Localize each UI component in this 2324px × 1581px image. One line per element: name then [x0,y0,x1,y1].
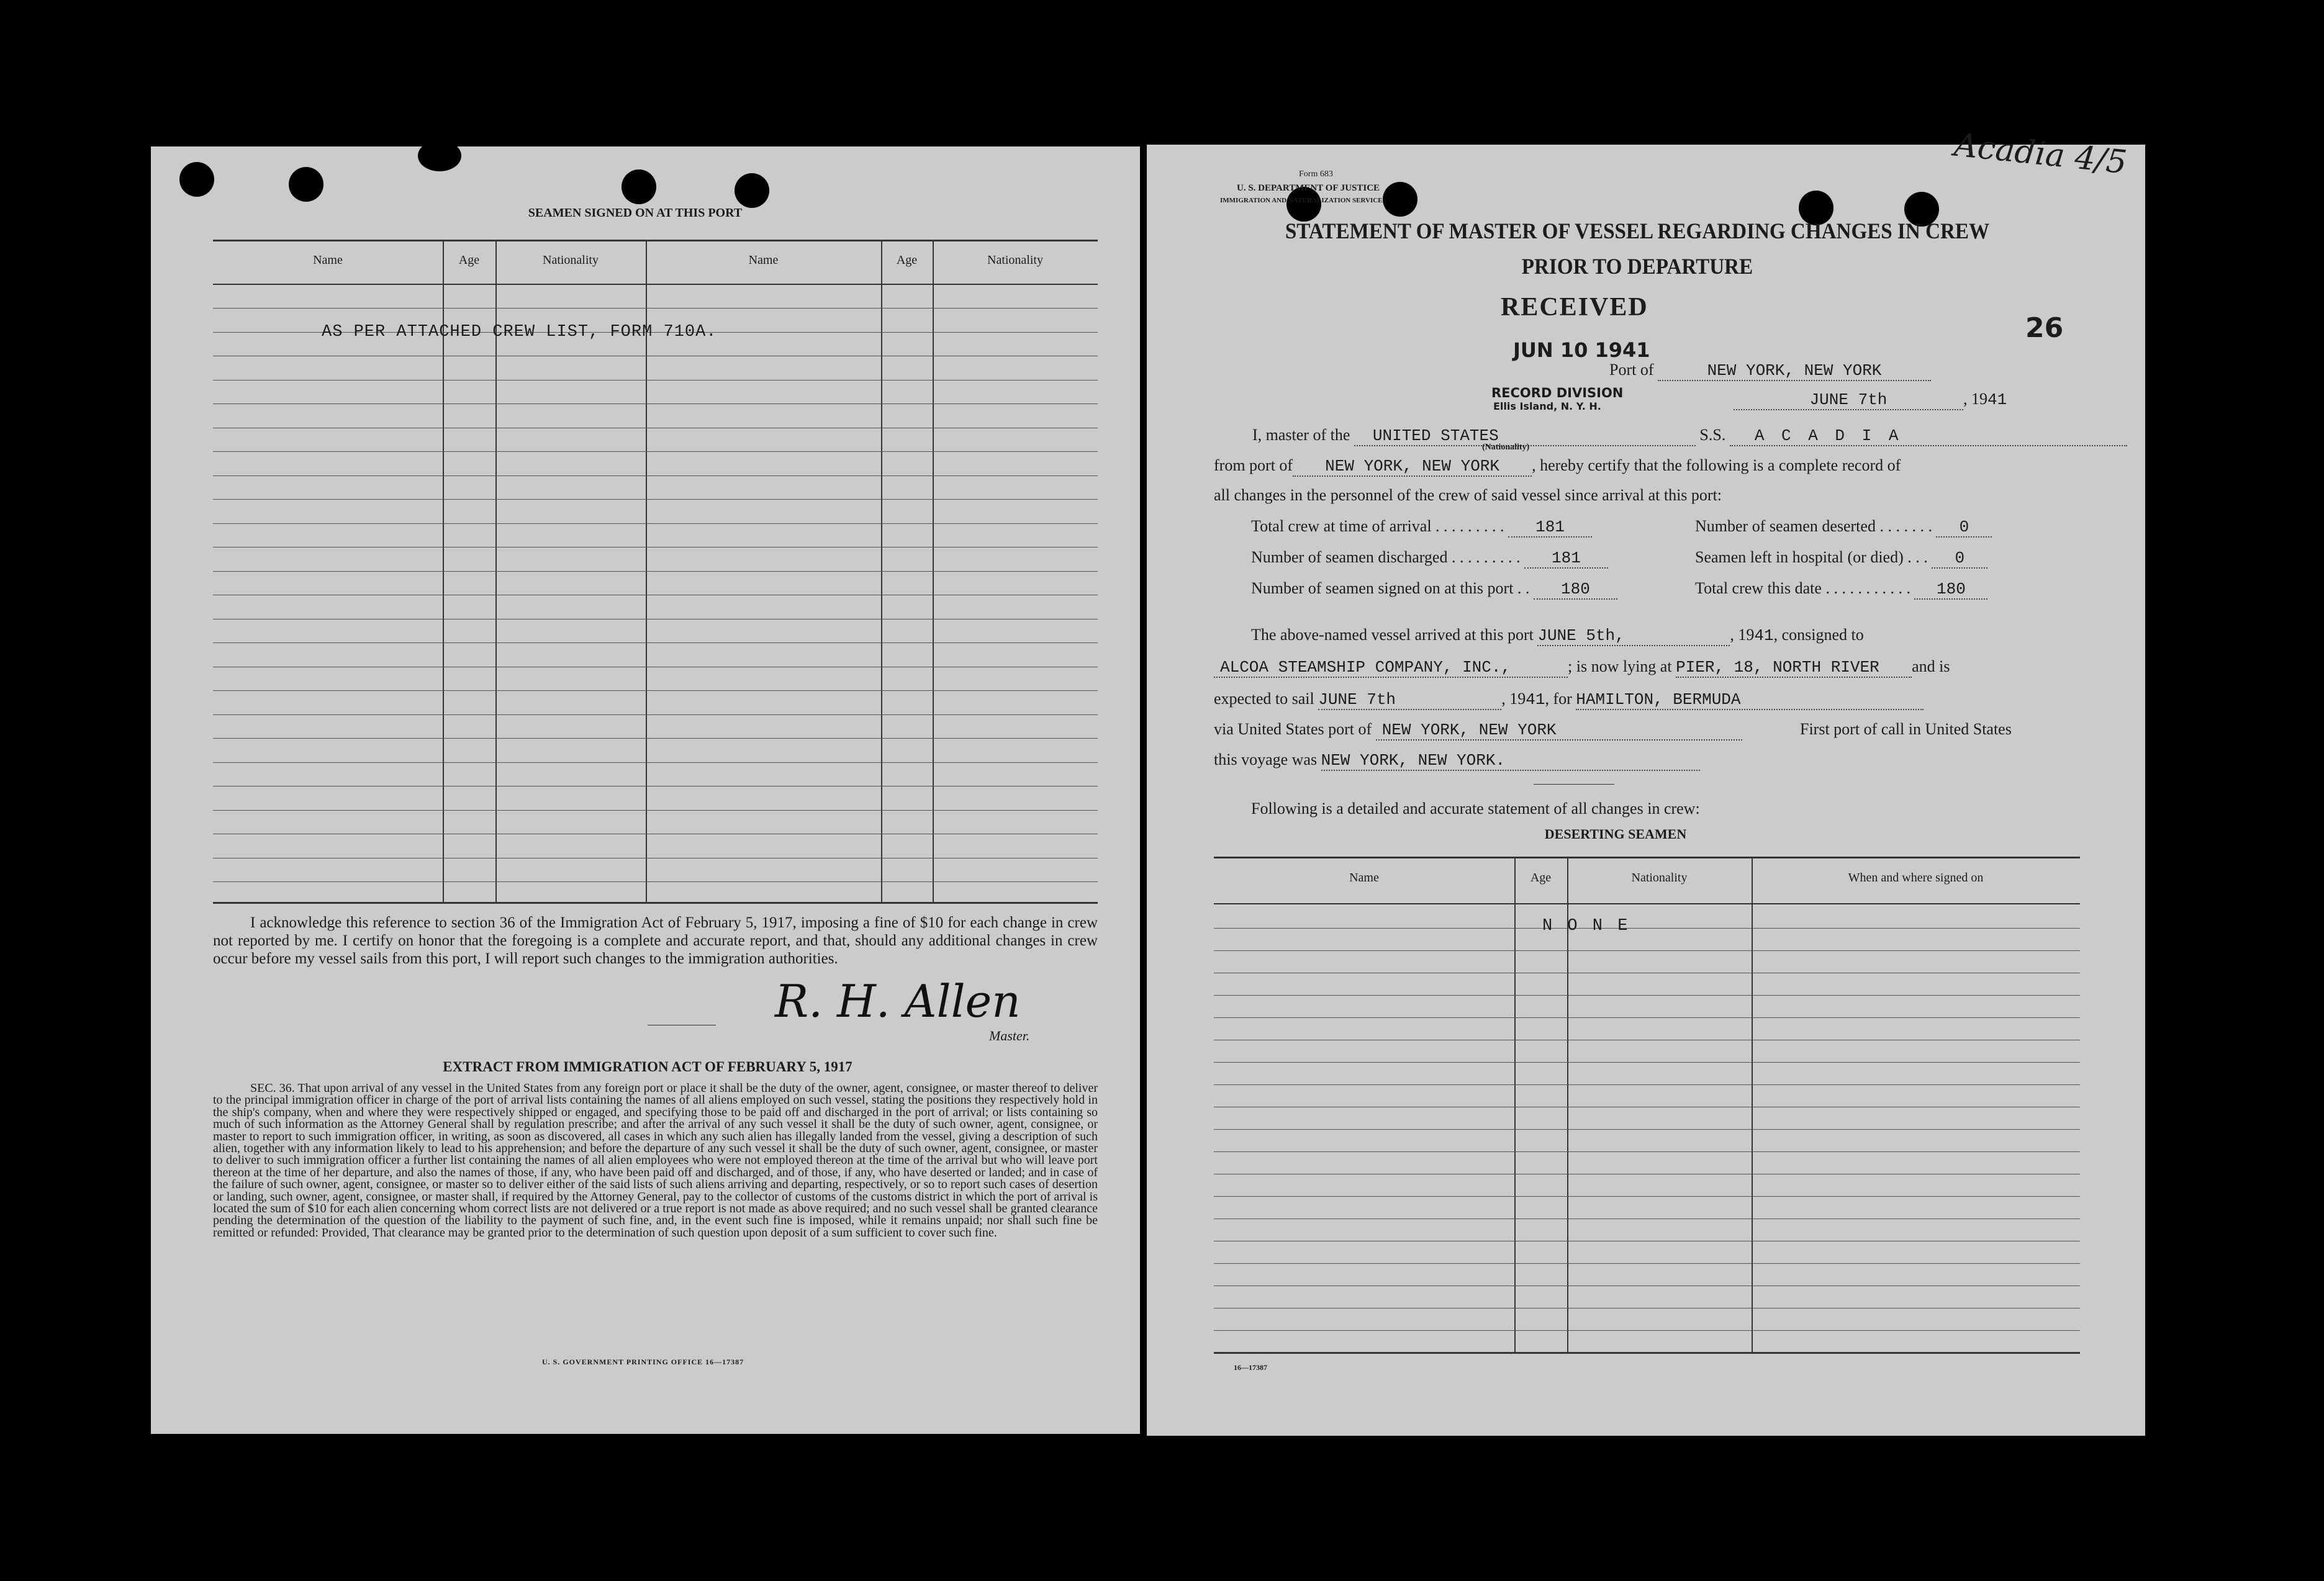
ss-label: S.S. [1699,426,1726,444]
punch-hole [1383,182,1417,217]
form-title-line2: PRIOR TO DEPARTURE [1521,254,1753,279]
arrived-label: The above-named vessel arrived at this port [1251,626,1534,644]
master-signature: R. H. Allen [775,975,1021,1027]
form-title-line1: STATEMENT OF MASTER OF VESSEL REGARDING CHANGES IN CREW [1285,218,1990,243]
col-name-2: Name [748,253,779,267]
destination: HAMILTON, BERMUDA [1576,690,1924,710]
sail-year-prefix: , 19 [1501,690,1526,708]
stat-discharged-value: 181 [1524,549,1608,569]
col-nationality-1: Nationality [543,253,599,267]
first-port-label: First port of call in United States [1800,720,2012,738]
port-value: NEW YORK, NEW YORK [1658,361,1931,381]
sail-year: 41 [1526,690,1545,709]
extract-text: SEC. 36. That upon arrival of any vessel in the United States from any foreign port or place it shall be the duty of the owner, agent, consignee, or master thereof to deliver to the principal immigration officer in charge of the port of arrival lists containing the names of all aliens employed on such vessel, stating the positions they respectively hold in the ship's company, when and where they were respectively shipped or engaged, and specifying those to be paid off and discharged in the port of arrival; or lists containing so much of such information as the Attorney General shall by regulation prescribe; and after the arrival of any such vessel it shall be the duty of such owner, agent, consignee, or master to report to such immigration officer, in writing, as soon as discovered, all cases in which any such alien has illegally landed from the vessel, giving a description of such alien, together with any information likely to lead to his apprehension; and before the departure of any such vessel it shall be the duty of such owner, agent, consignee, or master to deliver to such immigration officer a further list containing the names of all alien employees who were not employed thereon at the time of the arrival but who will leave port thereon at the time of her departure, and also the names of those, if any, who have been paid off and discharged, and of those, if any, who have deserted or landed; and in case of the failure of such owner, agent, consignee, or master so to deliver either of the said lists of such aliens arriving and departing, respectively, or so to report such cases of desertion or landing, such owner, agent, consignee, or master shall, if required by the Attorney General, pay to the collector of customs of the customs district in which the port of arrival is located the sum of $10 for each alien concerning whom correct lists are not delivered or a true report is not made as above required; and no such vessel shall be granted clearance pending the determination of the question of the liability to the payment of such fine, and, in the event such fine is imposed, while it remains unpaid; nor shall such fine be remitted or refunded: Provided, That clearance may be granted prior to the determination of such question upon deposit of a sum sufficient to cover such fine. [213,1081,1098,1240]
col-name-1: Name [313,253,343,267]
table-ruling-line [213,810,1098,811]
record-division-stamp: RECORD DIVISION [1491,385,1624,400]
deserting-title: DESERTING SEAMEN [1544,826,1687,842]
table-ruling-line [213,642,1098,643]
table-ruling-line [213,714,1098,715]
des-col-when-where: When and where signed on [1848,871,1984,885]
table-ruling-line [213,523,1098,524]
stat-total-date-value: 180 [1914,580,1987,600]
received-stamp: RECEIVED [1501,293,1648,322]
table-ruling-line [213,762,1098,763]
form-footer: 16—17387 [1234,1363,1267,1372]
consignee: ALCOA STEAMSHIP COMPANY, INC., [1214,658,1568,678]
nationality-value: UNITED STATES [1354,426,1696,446]
table-ruling-line [1214,1017,2080,1018]
table-ruling-line [213,380,1098,381]
table-ruling-line [213,738,1098,739]
table-ruling-line [1214,928,2080,929]
table-ruling-line [1214,1196,2080,1197]
table-ruling-line [1214,1330,2080,1331]
stat-discharged-label: Number of seamen discharged . . . . . . . . . [1251,548,1521,566]
col-age-2: Age [896,253,918,267]
service: IMMIGRATION AND NATURALIZATION SERVICE [1220,197,1383,204]
stamp-location: Ellis Island, N. Y. H. [1493,400,1601,412]
extract-title: EXTRACT FROM IMMIGRATION ACT OF FEBRUARY 5, 1917 [443,1059,852,1074]
seamen-signed-on-title: SEAMEN SIGNED ON AT THIS PORT [528,206,743,220]
stat-signed-on-value: 180 [1534,580,1617,600]
received-stamp-date: JUN 10 1941 [1513,338,1650,362]
stat-deserted-label: Number of seamen deserted . . . . . . . [1695,517,1932,535]
department: U. S. DEPARTMENT OF JUSTICE [1237,183,1380,193]
table-ruling-line [1214,1084,2080,1085]
table-ruling-line [213,403,1098,404]
printer-line: U. S. GOVERNMENT PRINTING OFFICE 16—17387 [542,1358,744,1366]
table-ruling-line [213,308,1098,309]
date-value: JUNE 7th [1734,390,1963,410]
expected-label: expected to sail [1214,690,1314,708]
pier: PIER, 18, NORTH RIVER [1676,658,1912,678]
punch-hole [622,169,656,204]
left-page [151,146,1140,1434]
stat-signed-on-label: Number of seamen signed on at this port . . [1251,579,1530,597]
table-ruling-line [1214,995,2080,996]
form-number: Form 683 [1299,169,1333,179]
typed-crew-list-entry: AS PER ATTACHED CREW LIST, FORM 710A. [322,323,717,341]
following-text: Following is a detailed and accurate statement of all changes in crew: [1251,800,1700,818]
table-ruling-line [213,475,1098,476]
table-ruling-line [1214,1151,2080,1152]
certify-text-2: all changes in the personnel of the crew of said vessel since arrival at this port: [1214,486,1722,504]
and-is: and is [1912,657,1950,675]
table-ruling-line [213,571,1098,572]
port-label: Port of [1609,361,1654,379]
sail-date: JUNE 7th [1318,690,1501,710]
arrived-date: JUNE 5th, [1537,626,1730,646]
table-ruling-line [213,499,1098,500]
des-col-name: Name [1349,871,1379,885]
nationality-caption: (Nationality) [1482,443,1530,452]
table-ruling-line [213,881,1098,882]
consigned-label: , consigned to [1773,626,1864,644]
arrived-year: 41 [1754,626,1774,645]
master-caption: Master. [989,1028,1030,1043]
master-of-label: I, master of the [1252,426,1350,444]
certify-text: , hereby certify that the following is a complete record of [1532,456,1901,474]
year-prefix: , 19 [1963,390,1987,408]
arrived-year-prefix: , 19 [1730,626,1755,644]
via-port: NEW YORK, NEW YORK [1376,721,1742,741]
from-port-value: NEW YORK, NEW YORK [1293,457,1532,477]
stat-total-arrival-label: Total crew at time of arrival . . . . . . . . . [1251,517,1504,535]
acknowledgment-text: I acknowledge this reference to section 36 of the Immigration Act of February 5, 1917, imposing a fine of $10 for each change in crew not reported by me. I certify on honor that the foregoing is a complete and accurate report, and that, should any additional changes in crew occur before my vessel sails from this port, I will report such changes to the immigration authorities. [213,914,1098,967]
vessel-value: A C A D I A [1730,426,2127,446]
table-ruling-line [213,451,1098,452]
stat-hospital-value: 0 [1932,549,1987,569]
deserting-entry-none: N O N E [1542,917,1630,935]
lying-label: ; is now lying at [1568,657,1672,675]
stat-total-date-label: Total crew this date . . . . . . . . . . . [1695,579,1910,597]
page-number: 26 [2025,312,2064,344]
punch-hole [289,167,323,202]
stat-hospital-label: Seamen left in hospital (or died) . . . [1695,548,1928,566]
year-value: 41 [1987,390,2007,409]
des-col-nationality: Nationality [1631,871,1688,885]
table-ruling-line [1214,1218,2080,1219]
stat-deserted-value: 0 [1936,518,1992,538]
via-label: via United States port of [1214,720,1372,738]
punch-hole [735,173,769,208]
punch-hole [179,162,214,197]
des-col-age: Age [1530,871,1552,885]
torn-hole [418,140,461,171]
voyage-port: NEW YORK, NEW YORK. [1321,751,1700,771]
col-nationality-2: Nationality [987,253,1043,267]
voyage-label: this voyage was [1214,750,1318,768]
right-page [1147,126,2145,1436]
table-ruling-line [1214,1129,2080,1130]
table-ruling-line [213,690,1098,691]
stat-total-arrival-value: 181 [1508,518,1592,538]
table-ruling-line [1214,1062,2080,1063]
table-ruling-line [1214,1263,2080,1264]
for-label: , for [1545,690,1572,708]
col-age-1: Age [458,253,480,267]
from-port-label: from port of [1214,456,1293,474]
handwritten-note: Acadia 4/5 [1952,126,2129,182]
table-ruling-line [1214,950,2080,951]
